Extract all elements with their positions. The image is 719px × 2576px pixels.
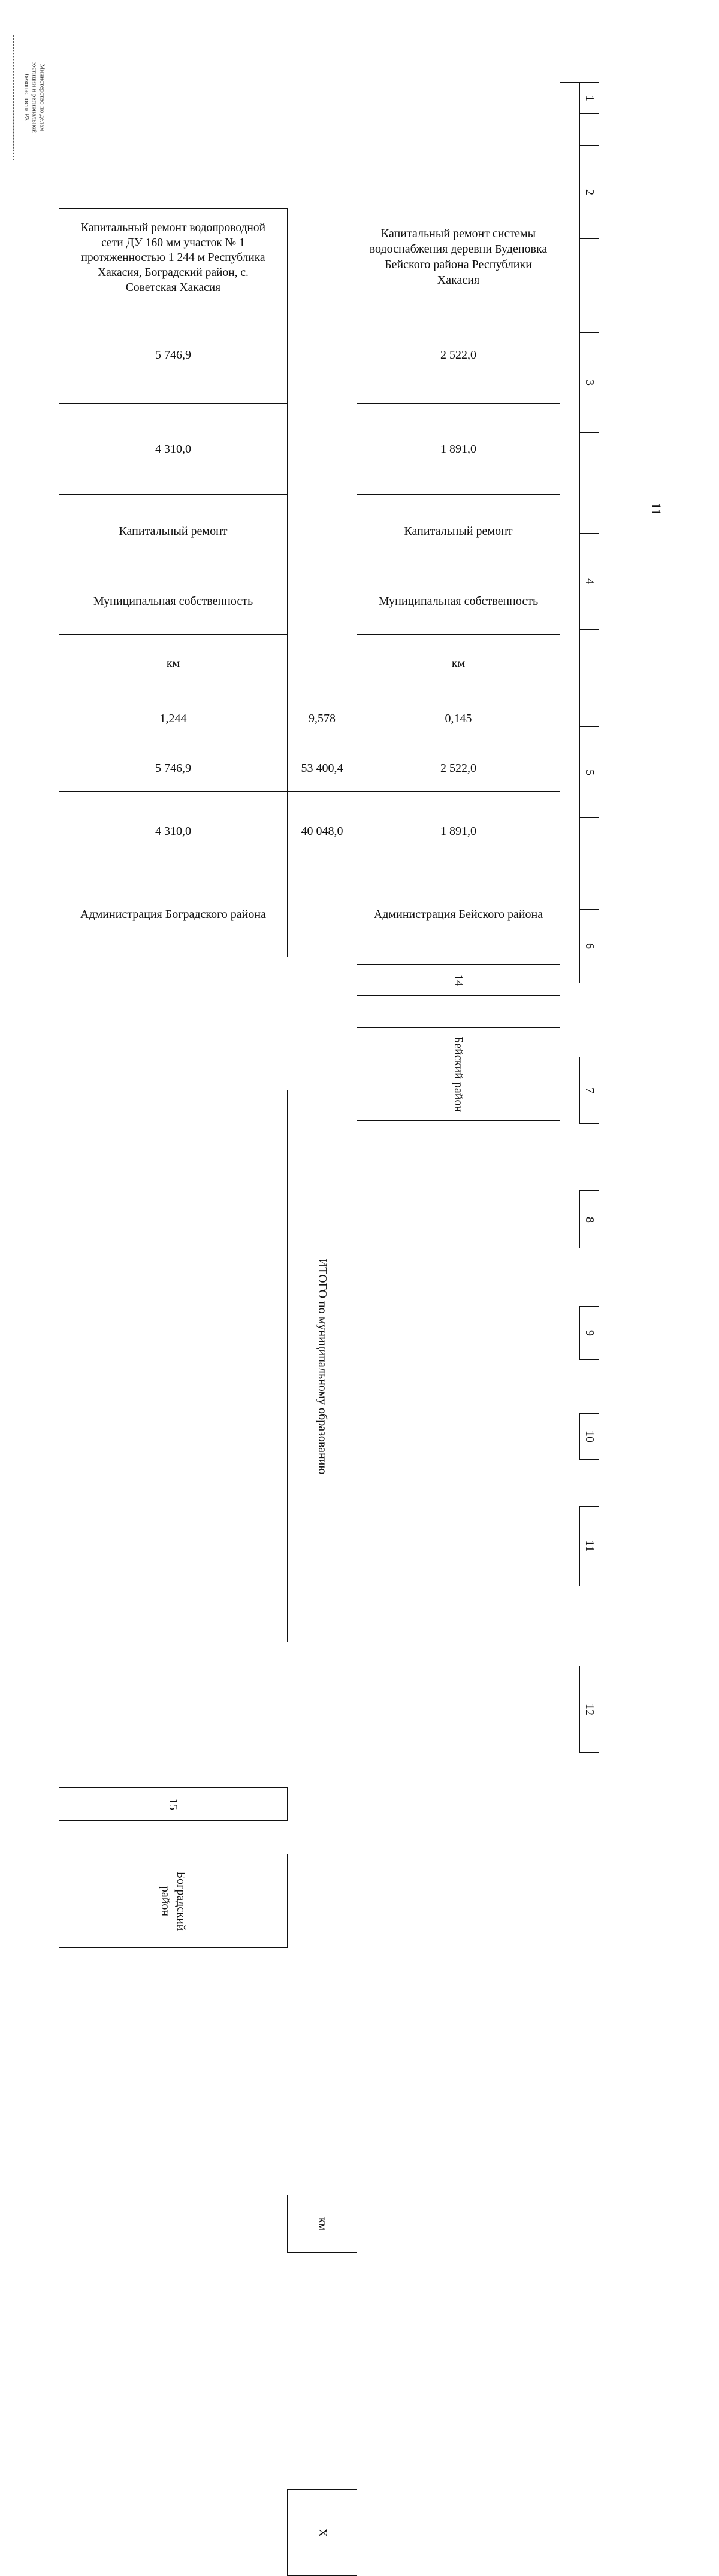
stamp-line: юстиции и региональной xyxy=(31,62,38,133)
total-col10: 53 400,4 xyxy=(287,745,357,792)
row14-customer: Администрация Бейского района xyxy=(357,871,560,957)
row15-object: Капитальный ремонт водопроводной сети ДУ 160 мм участок № 1 протяженностью 1 244 м Республика Хакасия, Боградский район, с. Советская Хакасия xyxy=(59,208,288,307)
row14-ownership: Муниципальная собственность xyxy=(357,568,560,635)
col-number-cell: 8 xyxy=(579,1190,599,1248)
row14-number: 14 xyxy=(357,964,560,996)
row15-ownership: Муниципальная собственность xyxy=(59,568,288,635)
row15-unit: км xyxy=(59,634,288,692)
row14-col5: 1 891,0 xyxy=(357,403,560,495)
total-capacity: 9,578 xyxy=(287,692,357,745)
page-number: 11 xyxy=(649,502,664,516)
row14-unit: км xyxy=(357,634,560,692)
ministry-stamp xyxy=(13,35,55,160)
stamp-line: Министерство по делам xyxy=(38,63,46,132)
col-number-cell: 12 xyxy=(579,1666,599,1753)
row15-col11: 4 310,0 xyxy=(59,791,288,871)
stamp-line: безопасности РХ xyxy=(23,74,31,122)
row15-capacity: 1,244 xyxy=(59,692,288,745)
row14-object: Капитальный ремонт системы водоснабжения деревни Буденовка Бейского района Республики Хакасия xyxy=(357,207,560,307)
row15-col10: 5 746,9 xyxy=(59,745,288,792)
row15-district: Боградский район xyxy=(59,1854,288,1948)
total-unit: км xyxy=(287,2195,357,2253)
blank-column xyxy=(560,82,580,957)
row15-work-type: Капитальный ремонт xyxy=(59,494,288,568)
col-number-cell: 3 xyxy=(579,332,599,433)
col-number-cell: 11 xyxy=(579,1506,599,1586)
col-number-cell: 10 xyxy=(579,1413,599,1460)
row15-customer: Администрация Боградского района xyxy=(59,871,288,957)
col-number-cell: 4 xyxy=(579,533,599,630)
row15-col5: 4 310,0 xyxy=(59,403,288,495)
row14-col4: 2 522,0 xyxy=(357,307,560,404)
row14-col11: 1 891,0 xyxy=(357,791,560,871)
col-number-cell: 6 xyxy=(579,909,599,983)
col-number-cell: 1 xyxy=(579,82,599,114)
row15-number: 15 xyxy=(59,1787,288,1821)
col-number-cell: 7 xyxy=(579,1057,599,1124)
total-customer: Х xyxy=(287,2489,357,2576)
col-number-cell: 2 xyxy=(579,145,599,239)
total-col11: 40 048,0 xyxy=(287,791,357,871)
row14-work-type: Капитальный ремонт xyxy=(357,494,560,568)
total-label: ИТОГО по муниципальному образованию xyxy=(287,1090,357,1642)
row14-col10: 2 522,0 xyxy=(357,745,560,792)
col-number-cell: 9 xyxy=(579,1306,599,1360)
col-number-cell: 5 xyxy=(579,726,599,818)
row15-col4: 5 746,9 xyxy=(59,307,288,404)
row14-capacity: 0,145 xyxy=(357,692,560,745)
row14-district: Бейский район xyxy=(357,1027,560,1121)
